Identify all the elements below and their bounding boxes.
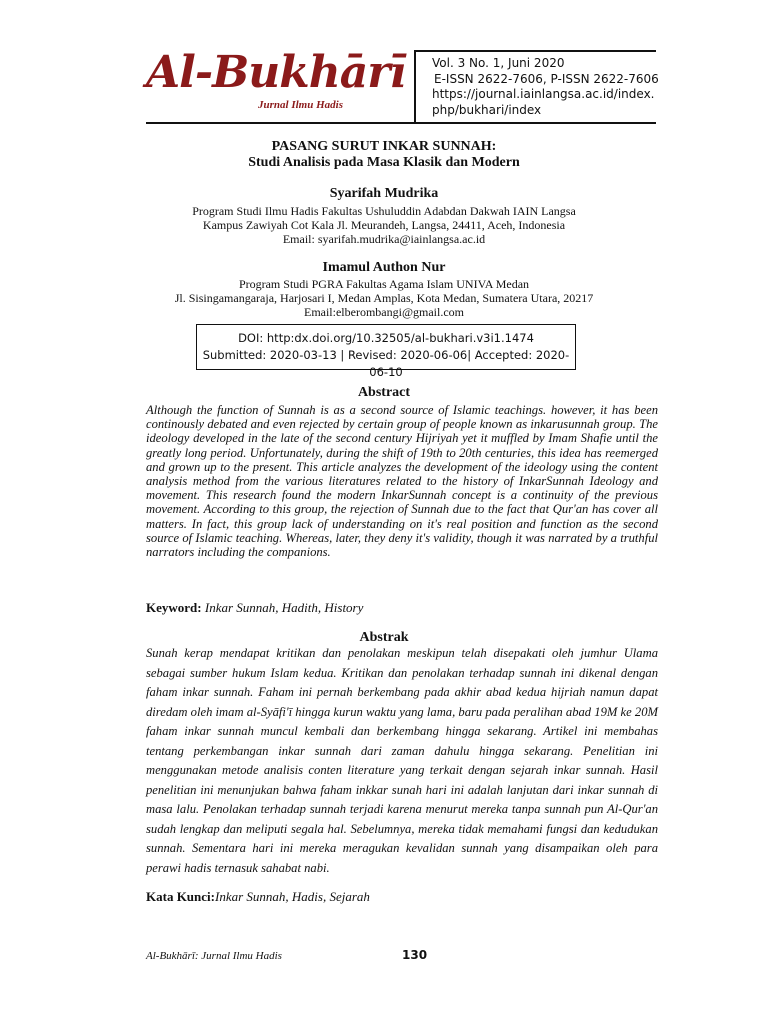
author-2-name: Imamul Authon Nur [322,260,446,275]
author-2-aff-line1: Program Studi PGRA Fakultas Agama Islam UNIVA Medan [238,277,530,291]
article-title-line2: Studi Analisis pada Masa Klasik dan Modern [248,155,520,170]
katakunci-label: Kata Kunci: [146,889,215,904]
author-1-name: Syarifah Mudrika [329,186,439,201]
abstrak-heading: Abstrak [359,630,409,645]
article-title [0,139,768,171]
author-1-affiliation [0,204,768,246]
author-1-email[interactable]: Email: syarifah.mudrika@iainlangsa.ac.id [282,232,486,246]
author-2-aff-line2: Jl. Sisingamangaraja, Harjosari I, Medan Amplas, Kota Medan, Sumatera Utara, 20217 [174,291,594,305]
footer-journal-name: Al-Bukhārī: Jurnal Ilmu Hadis [146,950,282,962]
doi-box [196,324,576,379]
journal-url-line1[interactable]: https://journal.iainlangsa.ac.id/index. [432,87,655,101]
article-title-line1: PASANG SURUT INKAR SUNNAH: [271,139,497,154]
author-2-affiliation [0,277,768,319]
abstract-text: Although the function of Sunnah is as a second source of Islamic teachings. however, it has been continously debated and even rejected by certain group of people known as inkarusunnah group. The ideology developed in the late of the second century Hijriyah yet it muffled by Imam Shafie until the greatly long period. Unfortunately, during the shift of 19th to 20th centuries, this idea has reemerged and grown up to the present. This article analyzes the development of the ideology using the content analysis method from the various literatures related to the history of InkarSunnah Ideology and movement. This research found the modern InkarSunnah concept is a continuity of the previous movement. According to this group, the rejection of Sunnah due to the fact that Qur'an has cover all matters. In fact, this group lack of understanding on it's real position and function as the second source of Islamic teaching. Whereas, later, they deny it's validity, though it was narrated by a truthful narrators including the companions. [146,403,658,560]
journal-meta [432,56,659,118]
author-1-aff-line2: Kampus Zawiyah Cot Kala Jl. Meurandeh, Langsa, 24411, Aceh, Indonesia [202,218,566,232]
doi-link[interactable]: DOI: http:dx.doi.org/10.32505/al-bukhari.v3i1.1474 [238,331,534,345]
header-top-rule [414,50,656,52]
author-1-aff-line1: Program Studi Ilmu Hadis Fakultas Ushuluddin Adabdan Dakwah IAIN Langsa [192,204,576,218]
keyword-label: Keyword: [146,600,202,615]
journal-logo-subtitle: Jurnal Ilmu Hadis [258,99,343,111]
journal-url-line2[interactable]: php/bukhari/index [432,102,542,117]
submission-dates: Submitted: 2020-03-13 | Revised: 2020-06-06| Accepted: 2020-06-10 [202,348,570,379]
page-number: 130 [402,948,428,962]
katakunci-value: Inkar Sunnah, Hadis, Sejarah [214,889,370,904]
keyword-line [146,600,363,616]
journal-volume: Vol. 3 No. 1, Juni 2020 [432,56,565,70]
abstrak-text: Sunah kerap mendapat kritikan dan penolakan meskipun telah disepakati oleh jumhur Ulama sebagai sumber hukum Islam kedua. Kritikan dan penolakan terhadap sunnah ini dikenal dengan faham inkar sunnah. Faham ini pernah berkembang pada akhir abad kedua hijriah namun dapat diredam oleh imam al-Syāfi'ī hingga kurun waktu yang lama, baru pada peralihan abad 19M ke 20M faham inkar sunnah muncul kembali dan berkembang hingga sekarang. Artikel ini membahas tentang perkembangan inkar sunnah dari zaman dahulu hingga sekarang. Penelitian ini menggunakan metode analisis conten literature yang terkait dengan sejarah inkar sunnah. Hasil penelitian ini menunjukan bahwa faham inkkar sunah hari ini adalah lanjutan dari inkar sunnah di masa lalu. Penolakan terhadap sunnah terjadi karena menurut mereka tanpa sunnah pun Al-Qur'an sudah lengkap dan meliputi segala hal. Sebelumnya, mereka tidak memahami fungsi dan kedudukan sunnah. Sementara hari ini mereka meragukan kevalidan sunnah yang disampaikan oleh para perawi hadis ternasuk sahabat nabi. [146,646,658,875]
author-2-email[interactable]: Email:elberombangi@gmail.com [303,305,464,319]
journal-issn: E-ISSN 2622-7606, P-ISSN 2622-7606 [434,71,659,86]
header-bottom-rule [146,122,656,124]
abstract-heading: Abstract [357,385,411,400]
katakunci-line [146,889,370,905]
journal-logo-title: Al-Bukhārī [146,47,406,98]
header-vertical-rule [414,50,416,124]
keyword-value: Inkar Sunnah, Hadith, History [204,600,364,615]
